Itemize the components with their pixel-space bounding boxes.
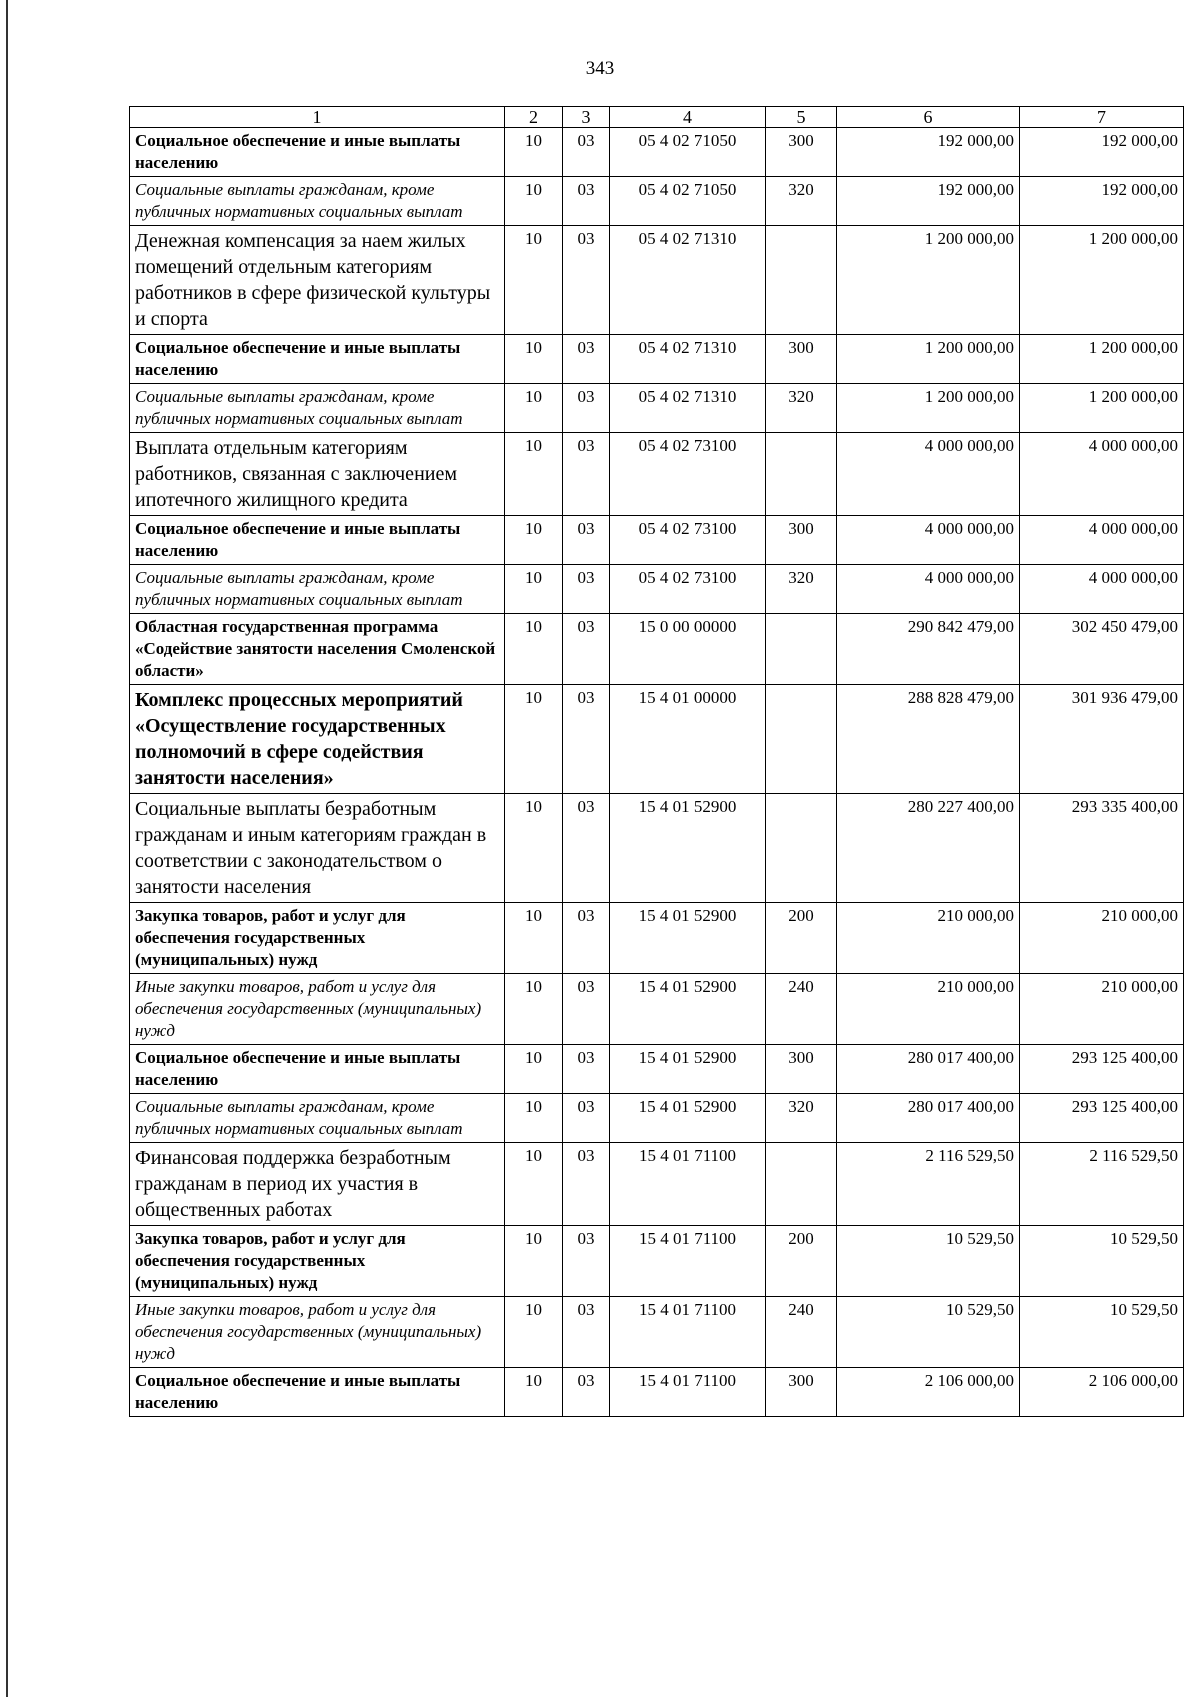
- row-name: Иные закупки товаров, работ и услуг для обеспечения государственных (муниципальных) нужд: [130, 974, 505, 1045]
- row-section-code: 10: [505, 177, 563, 226]
- table-row: [130, 226, 1184, 335]
- row-subsection-code: 03: [563, 794, 610, 903]
- row-target-article-code: 15 4 01 71100: [610, 1226, 766, 1297]
- row-expense-type-code: 300: [766, 516, 837, 565]
- row-section-code: 10: [505, 516, 563, 565]
- row-amount-year-2: 210 000,00: [1020, 903, 1184, 974]
- row-target-article-code: 05 4 02 73100: [610, 565, 766, 614]
- row-section-code: 10: [505, 685, 563, 794]
- row-amount-year-1: 192 000,00: [837, 177, 1020, 226]
- header-cell-2: 2: [505, 107, 563, 128]
- row-expense-type-code: 200: [766, 1226, 837, 1297]
- row-expense-type-code: [766, 685, 837, 794]
- row-amount-year-2: 1 200 000,00: [1020, 384, 1184, 433]
- page-number: 343: [585, 58, 615, 79]
- row-amount-year-1: 280 017 400,00: [837, 1045, 1020, 1094]
- row-expense-type-code: 320: [766, 177, 837, 226]
- row-name: Социальное обеспечение и иные выплаты населению: [130, 516, 505, 565]
- row-section-code: 10: [505, 974, 563, 1045]
- row-section-code: 10: [505, 128, 563, 177]
- row-subsection-code: 03: [563, 177, 610, 226]
- budget-table: [129, 106, 1184, 1417]
- row-section-code: 10: [505, 565, 563, 614]
- row-subsection-code: 03: [563, 1368, 610, 1417]
- row-subsection-code: 03: [563, 516, 610, 565]
- row-amount-year-1: 288 828 479,00: [837, 685, 1020, 794]
- row-amount-year-2: 4 000 000,00: [1020, 433, 1184, 516]
- row-amount-year-1: 2 106 000,00: [837, 1368, 1020, 1417]
- row-subsection-code: 03: [563, 128, 610, 177]
- row-name: Социальное обеспечение и иные выплаты населению: [130, 335, 505, 384]
- row-target-article-code: 15 0 00 00000: [610, 614, 766, 685]
- row-name: Социальное обеспечение и иные выплаты населению: [130, 1368, 505, 1417]
- scan-edge-line: [6, 0, 8, 1697]
- row-expense-type-code: [766, 226, 837, 335]
- row-subsection-code: 03: [563, 1143, 610, 1226]
- row-target-article-code: 15 4 01 71100: [610, 1143, 766, 1226]
- row-amount-year-2: 301 936 479,00: [1020, 685, 1184, 794]
- table-row: [130, 128, 1184, 177]
- row-expense-type-code: 300: [766, 1368, 837, 1417]
- row-section-code: 10: [505, 794, 563, 903]
- table-row: [130, 335, 1184, 384]
- row-target-article-code: 15 4 01 71100: [610, 1297, 766, 1368]
- row-target-article-code: 05 4 02 71050: [610, 128, 766, 177]
- row-expense-type-code: 240: [766, 974, 837, 1045]
- row-name: Денежная компенсация за наем жилых помещений отдельным категориям работников в сфере физической культуры и спорта: [130, 226, 505, 335]
- row-amount-year-1: 210 000,00: [837, 974, 1020, 1045]
- row-subsection-code: 03: [563, 565, 610, 614]
- row-target-article-code: 05 4 02 71050: [610, 177, 766, 226]
- row-subsection-code: 03: [563, 685, 610, 794]
- row-amount-year-2: 293 335 400,00: [1020, 794, 1184, 903]
- row-name: Областная государственная программа «Содействие занятости населения Смоленской области»: [130, 614, 505, 685]
- row-amount-year-2: 210 000,00: [1020, 974, 1184, 1045]
- row-subsection-code: 03: [563, 1045, 610, 1094]
- row-name: Социальное обеспечение и иные выплаты населению: [130, 1045, 505, 1094]
- row-target-article-code: 05 4 02 71310: [610, 384, 766, 433]
- row-expense-type-code: [766, 1143, 837, 1226]
- header-cell-3: 3: [563, 107, 610, 128]
- row-amount-year-2: 4 000 000,00: [1020, 516, 1184, 565]
- row-target-article-code: 15 4 01 00000: [610, 685, 766, 794]
- row-subsection-code: 03: [563, 1094, 610, 1143]
- header-cell-5: 5: [766, 107, 837, 128]
- row-target-article-code: 05 4 02 73100: [610, 433, 766, 516]
- row-amount-year-2: 10 529,50: [1020, 1226, 1184, 1297]
- row-section-code: 10: [505, 903, 563, 974]
- row-amount-year-1: 2 116 529,50: [837, 1143, 1020, 1226]
- row-amount-year-1: 4 000 000,00: [837, 433, 1020, 516]
- row-expense-type-code: 320: [766, 1094, 837, 1143]
- row-section-code: 10: [505, 226, 563, 335]
- row-name: Иные закупки товаров, работ и услуг для обеспечения государственных (муниципальных) нужд: [130, 1297, 505, 1368]
- row-name: Финансовая поддержка безработным гражданам в период их участия в общественных работах: [130, 1143, 505, 1226]
- table-row: [130, 614, 1184, 685]
- row-name: Социальные выплаты безработным гражданам и иным категориям граждан в соответствии с законодательством о занятости населения: [130, 794, 505, 903]
- row-target-article-code: 15 4 01 52900: [610, 974, 766, 1045]
- table-body: [130, 107, 1184, 1417]
- table-row: [130, 1045, 1184, 1094]
- table-row: [130, 1143, 1184, 1226]
- row-target-article-code: 05 4 02 71310: [610, 226, 766, 335]
- row-subsection-code: 03: [563, 903, 610, 974]
- row-target-article-code: 05 4 02 73100: [610, 516, 766, 565]
- row-amount-year-2: 293 125 400,00: [1020, 1094, 1184, 1143]
- row-target-article-code: 15 4 01 71100: [610, 1368, 766, 1417]
- table-row: [130, 177, 1184, 226]
- row-target-article-code: 15 4 01 52900: [610, 1094, 766, 1143]
- table-row: [130, 1368, 1184, 1417]
- row-amount-year-1: 192 000,00: [837, 128, 1020, 177]
- table-row: [130, 433, 1184, 516]
- row-name: Социальные выплаты гражданам, кроме публичных нормативных социальных выплат: [130, 1094, 505, 1143]
- row-section-code: 10: [505, 384, 563, 433]
- table-row: [130, 516, 1184, 565]
- row-amount-year-1: 4 000 000,00: [837, 516, 1020, 565]
- table-row: [130, 903, 1184, 974]
- row-expense-type-code: [766, 433, 837, 516]
- row-name: Социальные выплаты гражданам, кроме публичных нормативных социальных выплат: [130, 384, 505, 433]
- row-expense-type-code: 200: [766, 903, 837, 974]
- table-row: [130, 685, 1184, 794]
- row-amount-year-2: 2 106 000,00: [1020, 1368, 1184, 1417]
- header-cell-6: 6: [837, 107, 1020, 128]
- table-row: [130, 565, 1184, 614]
- table-row: [130, 974, 1184, 1045]
- row-expense-type-code: [766, 614, 837, 685]
- header-cell-1: 1: [130, 107, 505, 128]
- row-subsection-code: 03: [563, 433, 610, 516]
- row-amount-year-2: 293 125 400,00: [1020, 1045, 1184, 1094]
- table-row: [130, 1226, 1184, 1297]
- row-target-article-code: 15 4 01 52900: [610, 794, 766, 903]
- row-name: Комплекс процессных мероприятий «Осуществление государственных полномочий в сфере содействия занятости населения»: [130, 685, 505, 794]
- row-subsection-code: 03: [563, 226, 610, 335]
- row-section-code: 10: [505, 614, 563, 685]
- row-subsection-code: 03: [563, 384, 610, 433]
- row-name: Социальное обеспечение и иные выплаты населению: [130, 128, 505, 177]
- table-row: [130, 794, 1184, 903]
- row-amount-year-1: 10 529,50: [837, 1226, 1020, 1297]
- row-section-code: 10: [505, 1226, 563, 1297]
- row-amount-year-2: 192 000,00: [1020, 128, 1184, 177]
- row-amount-year-1: 290 842 479,00: [837, 614, 1020, 685]
- table-row: [130, 384, 1184, 433]
- row-expense-type-code: 300: [766, 1045, 837, 1094]
- row-subsection-code: 03: [563, 614, 610, 685]
- row-name: Социальные выплаты гражданам, кроме публичных нормативных социальных выплат: [130, 565, 505, 614]
- row-section-code: 10: [505, 433, 563, 516]
- row-target-article-code: 15 4 01 52900: [610, 903, 766, 974]
- row-expense-type-code: 300: [766, 128, 837, 177]
- header-row: [130, 107, 1184, 128]
- row-amount-year-2: 10 529,50: [1020, 1297, 1184, 1368]
- row-expense-type-code: 300: [766, 335, 837, 384]
- row-amount-year-2: 1 200 000,00: [1020, 335, 1184, 384]
- row-amount-year-1: 1 200 000,00: [837, 335, 1020, 384]
- row-amount-year-2: 2 116 529,50: [1020, 1143, 1184, 1226]
- row-subsection-code: 03: [563, 1297, 610, 1368]
- row-section-code: 10: [505, 1094, 563, 1143]
- row-target-article-code: 05 4 02 71310: [610, 335, 766, 384]
- row-section-code: 10: [505, 1143, 563, 1226]
- row-subsection-code: 03: [563, 1226, 610, 1297]
- row-subsection-code: 03: [563, 335, 610, 384]
- row-name: Закупка товаров, работ и услуг для обеспечения государственных (муниципальных) нужд: [130, 903, 505, 974]
- row-expense-type-code: 240: [766, 1297, 837, 1368]
- row-target-article-code: 15 4 01 52900: [610, 1045, 766, 1094]
- table-row: [130, 1094, 1184, 1143]
- row-name: Закупка товаров, работ и услуг для обеспечения государственных (муниципальных) нужд: [130, 1226, 505, 1297]
- row-expense-type-code: 320: [766, 565, 837, 614]
- header-cell-4: 4: [610, 107, 766, 128]
- row-section-code: 10: [505, 1297, 563, 1368]
- row-amount-year-1: 280 017 400,00: [837, 1094, 1020, 1143]
- row-amount-year-1: 210 000,00: [837, 903, 1020, 974]
- header-cell-7: 7: [1020, 107, 1184, 128]
- row-amount-year-1: 1 200 000,00: [837, 384, 1020, 433]
- row-name: Выплата отдельным категориям работников, связанная с заключением ипотечного жилищного кредита: [130, 433, 505, 516]
- row-section-code: 10: [505, 335, 563, 384]
- table-row: [130, 1297, 1184, 1368]
- row-amount-year-1: 4 000 000,00: [837, 565, 1020, 614]
- row-amount-year-1: 10 529,50: [837, 1297, 1020, 1368]
- row-amount-year-2: 302 450 479,00: [1020, 614, 1184, 685]
- row-name: Социальные выплаты гражданам, кроме публичных нормативных социальных выплат: [130, 177, 505, 226]
- row-expense-type-code: [766, 794, 837, 903]
- row-expense-type-code: 320: [766, 384, 837, 433]
- row-amount-year-1: 280 227 400,00: [837, 794, 1020, 903]
- row-section-code: 10: [505, 1045, 563, 1094]
- row-amount-year-2: 1 200 000,00: [1020, 226, 1184, 335]
- row-section-code: 10: [505, 1368, 563, 1417]
- row-amount-year-2: 192 000,00: [1020, 177, 1184, 226]
- row-subsection-code: 03: [563, 974, 610, 1045]
- row-amount-year-2: 4 000 000,00: [1020, 565, 1184, 614]
- row-amount-year-1: 1 200 000,00: [837, 226, 1020, 335]
